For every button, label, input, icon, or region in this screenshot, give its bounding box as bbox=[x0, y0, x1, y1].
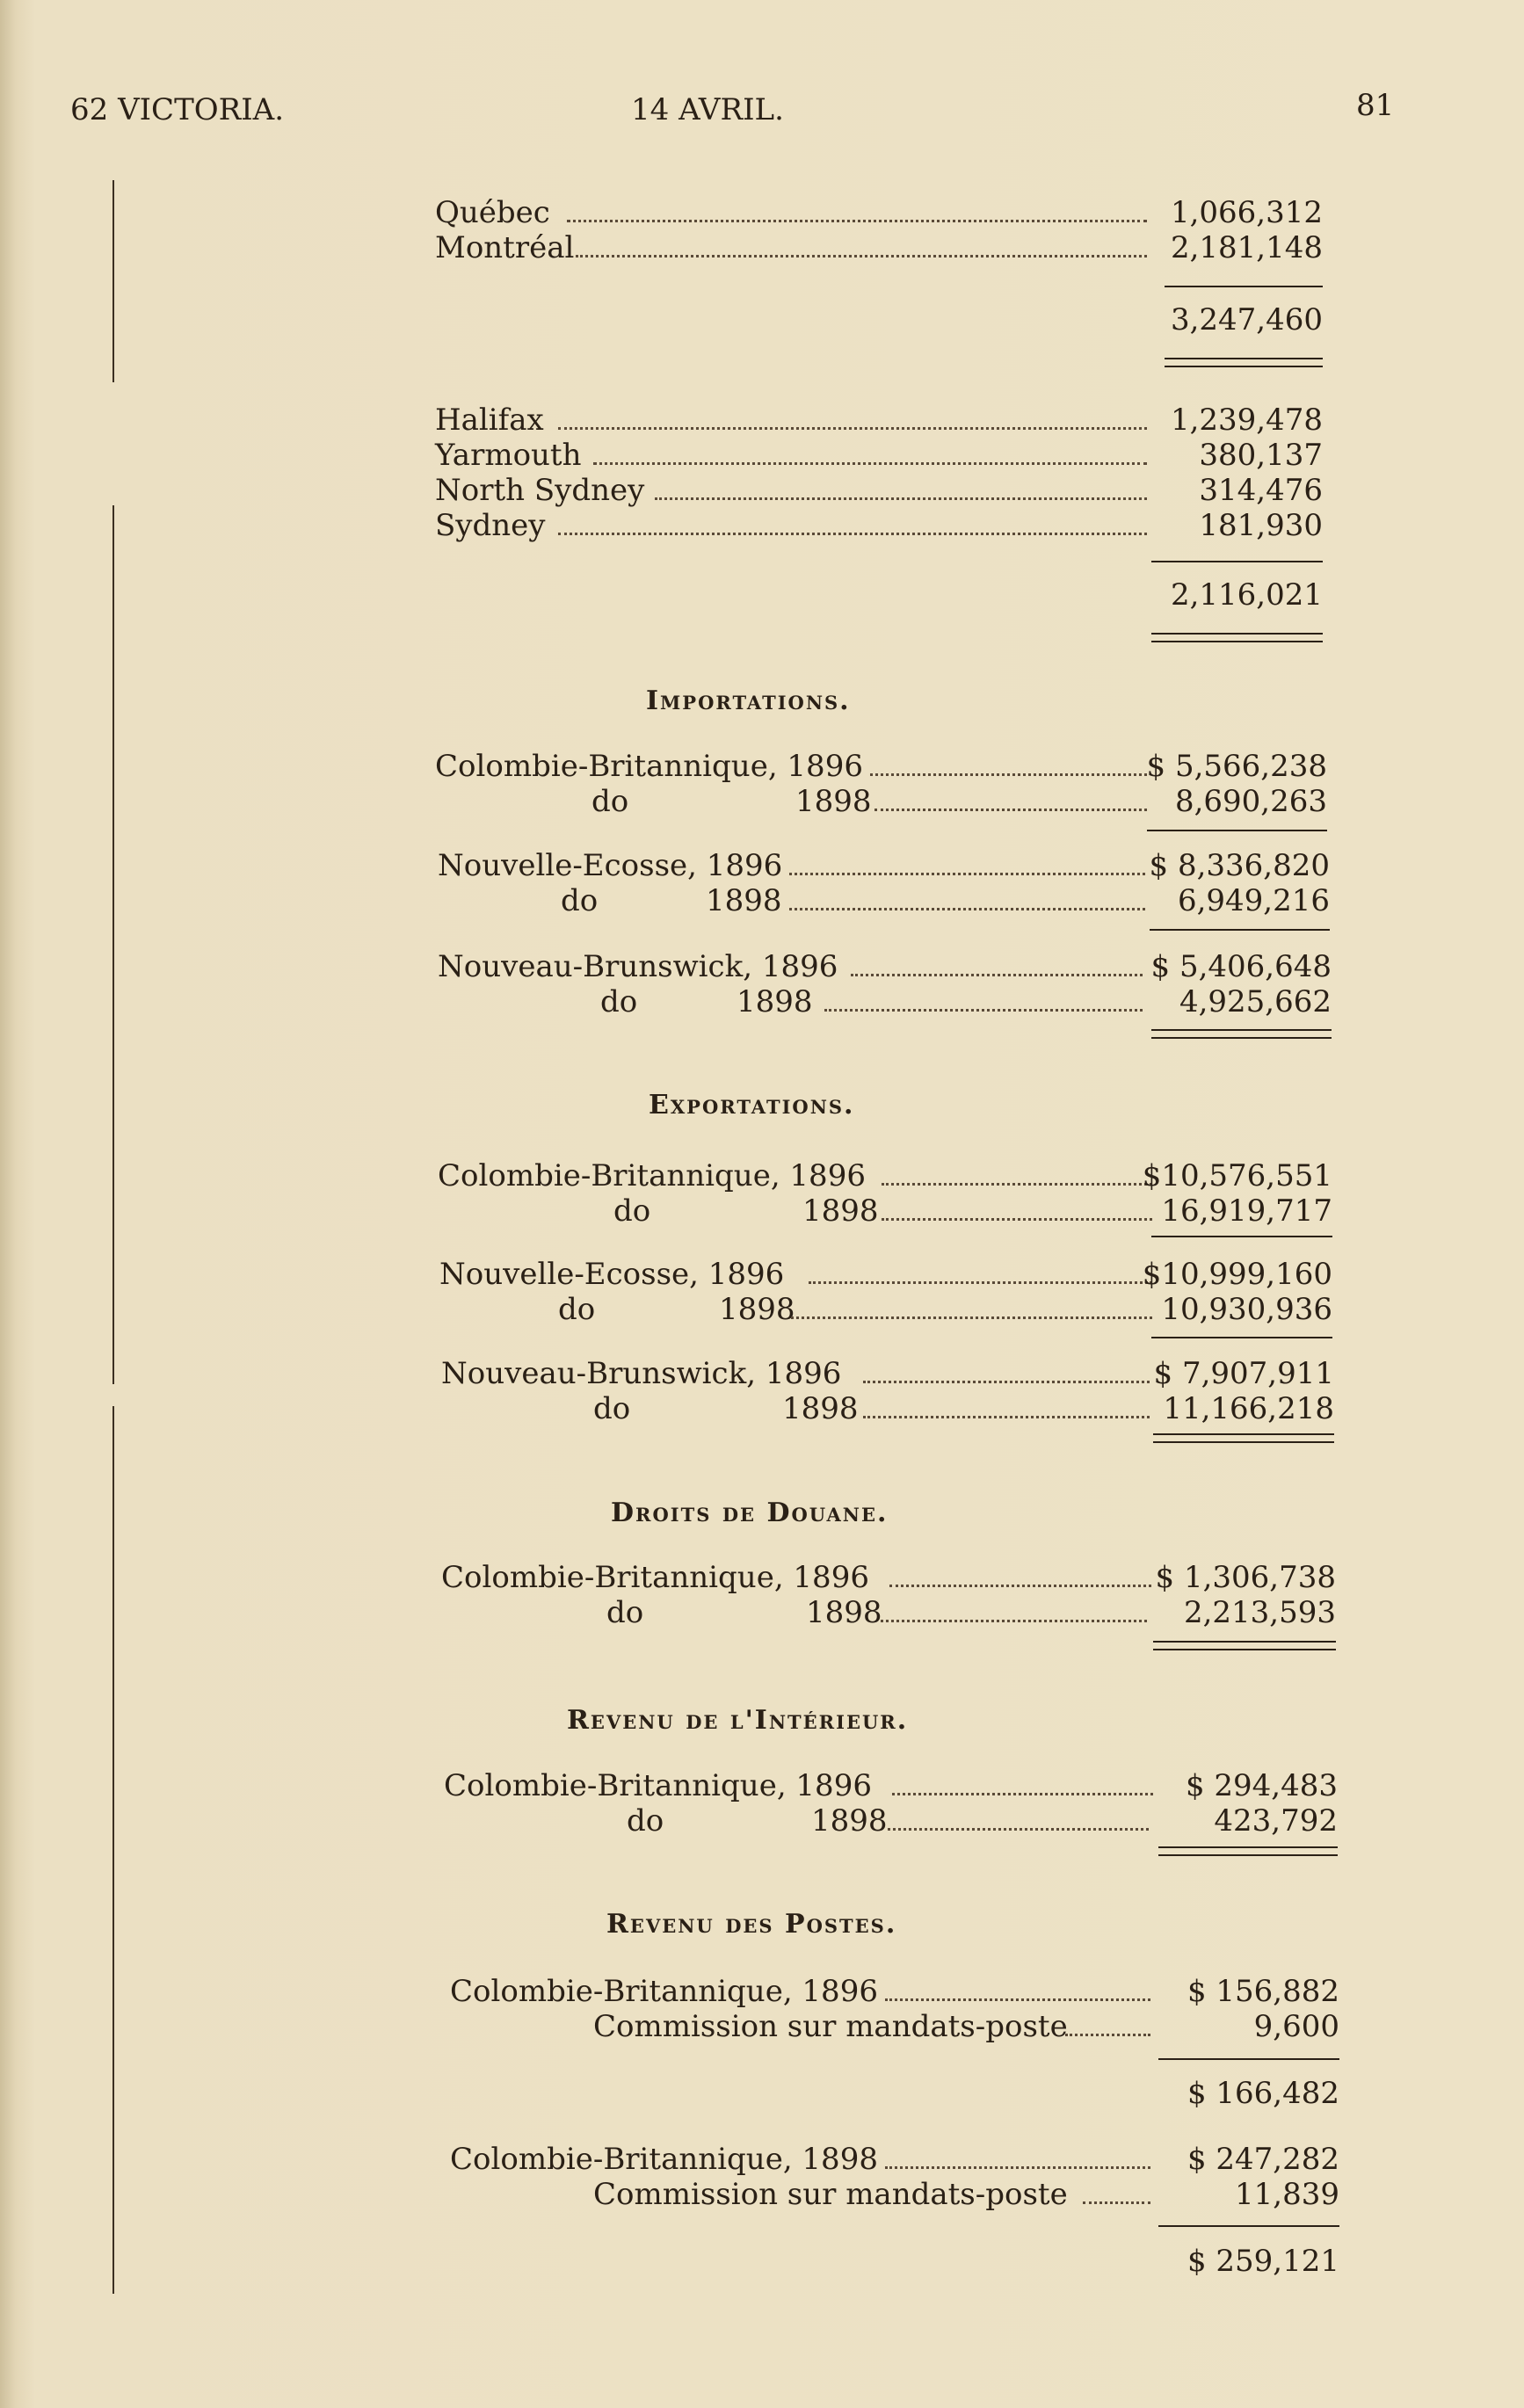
section-heading: Exportations. bbox=[649, 1090, 855, 1121]
row-amount: 10,930,936 bbox=[1161, 1292, 1332, 1327]
row-amount: 314,476 bbox=[1199, 473, 1323, 508]
dot-leader bbox=[851, 974, 1143, 976]
page-number: 81 bbox=[1356, 88, 1395, 123]
total-rule bbox=[1153, 1433, 1334, 1435]
row-amount: $10,576,551 bbox=[1142, 1158, 1332, 1193]
total-rule bbox=[1165, 358, 1323, 359]
list-item bbox=[435, 749, 1327, 786]
section-heading: Revenu des Postes. bbox=[606, 1909, 897, 1940]
session-label: 62 VICTORIA. bbox=[70, 92, 285, 127]
row-label: Colombie-Britannique, 1896 bbox=[435, 749, 863, 784]
dot-leader bbox=[593, 462, 1147, 465]
list-item bbox=[435, 784, 1327, 821]
total-rule bbox=[1151, 1037, 1332, 1039]
list-item bbox=[450, 2009, 1339, 2046]
list-item bbox=[444, 1768, 1338, 1805]
row-label: Québec bbox=[435, 195, 550, 230]
list-item bbox=[435, 230, 1323, 267]
dot-leader bbox=[1083, 2201, 1150, 2204]
total-rule bbox=[1153, 1641, 1336, 1643]
dot-leader bbox=[1065, 2034, 1150, 2036]
list-item bbox=[435, 508, 1323, 545]
row-year: 1898 bbox=[706, 883, 782, 918]
row-amount: $ 247,282 bbox=[1187, 2142, 1339, 2177]
subtotal-amount: $ 259,121 bbox=[1187, 2244, 1339, 2279]
row-label: Halifax bbox=[435, 403, 544, 438]
row-amount: 6,949,216 bbox=[1177, 883, 1330, 918]
row-amount: 423,792 bbox=[1214, 1803, 1338, 1839]
section-heading: Revenu de l'Intérieur. bbox=[567, 1705, 909, 1736]
dot-leader bbox=[824, 1009, 1143, 1012]
row-amount: 16,919,717 bbox=[1161, 1193, 1332, 1229]
list-item bbox=[439, 1292, 1332, 1329]
dot-leader bbox=[881, 1620, 1147, 1622]
total-rule bbox=[1151, 1337, 1332, 1338]
total-rule bbox=[1150, 929, 1330, 931]
row-label: do bbox=[613, 1193, 651, 1229]
subtotal-rule bbox=[1165, 286, 1323, 287]
row-amount: 8,690,263 bbox=[1174, 784, 1327, 819]
list-item bbox=[438, 883, 1330, 920]
row-label: Commission sur mandats-poste bbox=[593, 2177, 1068, 2212]
list-item bbox=[435, 403, 1323, 439]
row-label: Nouvelle-Ecosse, 1896 bbox=[438, 848, 783, 883]
total-rule bbox=[1158, 1854, 1338, 1856]
row-amount: $10,999,160 bbox=[1142, 1257, 1332, 1292]
row-amount: 1,239,478 bbox=[1170, 403, 1323, 438]
row-amount: 11,839 bbox=[1235, 2177, 1339, 2212]
dot-leader bbox=[809, 1281, 1152, 1284]
list-item bbox=[438, 1158, 1332, 1195]
margin-rule bbox=[112, 505, 114, 1384]
row-label: do bbox=[627, 1803, 664, 1839]
row-label: Colombie-Britannique, 1898 bbox=[450, 2142, 878, 2177]
list-item bbox=[438, 848, 1330, 885]
dot-leader bbox=[889, 1585, 1151, 1587]
row-label: Nouvelle-Ecosse, 1896 bbox=[439, 1257, 785, 1292]
dot-leader bbox=[567, 220, 1147, 222]
list-item bbox=[450, 2177, 1339, 2214]
row-amount: $ 8,336,820 bbox=[1149, 848, 1330, 883]
row-amount: 2,181,148 bbox=[1170, 230, 1323, 265]
total-rule bbox=[1151, 1236, 1332, 1237]
subtotal-rule bbox=[1158, 2058, 1339, 2060]
margin-rule bbox=[112, 1406, 114, 2294]
row-label: Colombie-Britannique, 1896 bbox=[441, 1560, 869, 1595]
row-year: 1898 bbox=[737, 984, 813, 1019]
section-heading: Droits de Douane. bbox=[611, 1498, 889, 1528]
dot-leader bbox=[576, 255, 1147, 257]
row-label: Sydney bbox=[435, 508, 546, 543]
section-heading: Importations. bbox=[646, 685, 851, 716]
list-item bbox=[444, 1803, 1338, 1840]
dot-leader bbox=[892, 1793, 1153, 1795]
list-item bbox=[439, 1257, 1332, 1294]
row-amount: 2,213,593 bbox=[1183, 1595, 1336, 1630]
dot-leader bbox=[791, 1316, 1152, 1319]
row-amount: $ 294,483 bbox=[1185, 1768, 1338, 1803]
page-header bbox=[0, 83, 1524, 136]
row-label: Colombie-Britannique, 1896 bbox=[444, 1768, 872, 1803]
row-label: Colombie-Britannique, 1896 bbox=[438, 1158, 866, 1193]
list-item bbox=[435, 438, 1323, 475]
total-rule bbox=[1147, 830, 1327, 831]
row-label: do bbox=[606, 1595, 644, 1630]
total-rule bbox=[1151, 1029, 1332, 1031]
row-amount: 380,137 bbox=[1199, 438, 1323, 473]
row-amount: 4,925,662 bbox=[1179, 984, 1332, 1019]
dot-leader bbox=[655, 497, 1147, 500]
row-label: Commission sur mandats-poste bbox=[593, 2009, 1068, 2044]
row-label: Nouveau-Brunswick, 1896 bbox=[438, 949, 838, 984]
subtotal-amount: 2,116,021 bbox=[1170, 577, 1323, 613]
row-label: Colombie-Britannique, 1896 bbox=[450, 1974, 878, 2009]
date-label: 14 AVRIL. bbox=[631, 92, 784, 127]
total-rule bbox=[1151, 641, 1323, 642]
row-label: do bbox=[558, 1292, 596, 1327]
dot-leader bbox=[885, 2166, 1150, 2169]
subtotal-rule bbox=[1158, 2225, 1339, 2227]
row-amount: $ 1,306,738 bbox=[1155, 1560, 1336, 1595]
row-label: do bbox=[600, 984, 638, 1019]
row-year: 1898 bbox=[802, 1193, 879, 1229]
dot-leader bbox=[885, 1998, 1150, 2001]
list-item bbox=[441, 1560, 1336, 1597]
list-item bbox=[435, 195, 1323, 232]
dot-leader bbox=[789, 908, 1145, 910]
row-label: do bbox=[593, 1391, 631, 1426]
row-amount: $ 5,566,238 bbox=[1146, 749, 1327, 784]
dot-leader bbox=[558, 533, 1147, 535]
margin-rule bbox=[112, 180, 114, 382]
dot-leader bbox=[888, 1828, 1149, 1831]
row-label: do bbox=[591, 784, 629, 819]
list-item bbox=[450, 1974, 1339, 2011]
subtotal-rule bbox=[1151, 561, 1323, 562]
dot-leader bbox=[558, 427, 1147, 430]
dot-leader bbox=[870, 773, 1147, 776]
row-label: do bbox=[561, 883, 599, 918]
row-amount: $ 7,907,911 bbox=[1153, 1356, 1334, 1391]
list-item bbox=[435, 473, 1323, 510]
list-item bbox=[441, 1356, 1334, 1393]
dot-leader bbox=[863, 1416, 1150, 1418]
list-item bbox=[438, 1193, 1332, 1230]
row-year: 1898 bbox=[811, 1803, 888, 1839]
row-label: Nouveau-Brunswick, 1896 bbox=[441, 1356, 842, 1391]
dot-leader bbox=[789, 873, 1145, 875]
dot-leader bbox=[874, 809, 1147, 811]
row-label: North Sydney bbox=[435, 473, 645, 508]
row-label: Montréal bbox=[435, 230, 575, 265]
row-amount: 1,066,312 bbox=[1170, 195, 1323, 230]
row-amount: 9,600 bbox=[1253, 2009, 1339, 2044]
total-rule bbox=[1158, 1846, 1338, 1848]
row-label: Yarmouth bbox=[435, 438, 582, 473]
dot-leader bbox=[863, 1381, 1150, 1383]
dot-leader bbox=[882, 1218, 1152, 1221]
row-amount: 181,930 bbox=[1199, 508, 1323, 543]
list-item bbox=[441, 1595, 1336, 1632]
list-item bbox=[438, 949, 1332, 986]
row-amount: $ 156,882 bbox=[1187, 1974, 1339, 2009]
total-rule bbox=[1165, 366, 1323, 367]
list-item bbox=[450, 2142, 1339, 2179]
list-item bbox=[438, 984, 1332, 1021]
row-year: 1898 bbox=[806, 1595, 882, 1630]
row-year: 1898 bbox=[782, 1391, 859, 1426]
row-amount: $ 5,406,648 bbox=[1150, 949, 1332, 984]
total-rule bbox=[1153, 1441, 1334, 1443]
row-amount: 11,166,218 bbox=[1163, 1391, 1334, 1426]
subtotal-amount: $ 166,482 bbox=[1187, 2076, 1339, 2111]
total-rule bbox=[1151, 633, 1323, 635]
row-year: 1898 bbox=[795, 784, 872, 819]
subtotal-amount: 3,247,460 bbox=[1170, 302, 1323, 337]
total-rule bbox=[1153, 1649, 1336, 1650]
dot-leader bbox=[882, 1183, 1152, 1186]
row-year: 1898 bbox=[719, 1292, 795, 1327]
list-item bbox=[441, 1391, 1334, 1428]
